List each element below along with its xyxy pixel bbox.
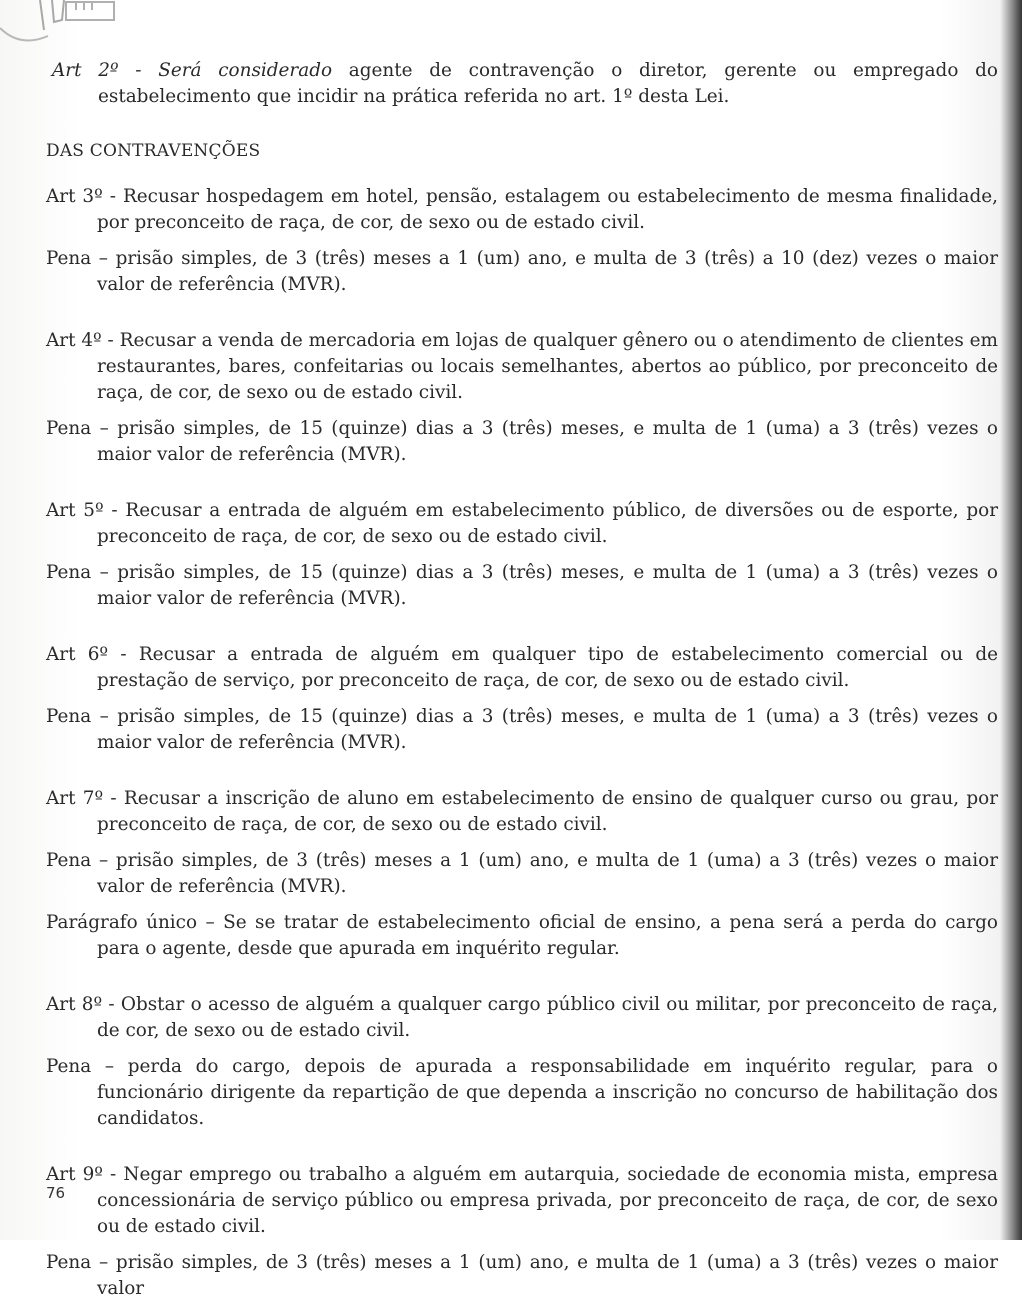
article-5-pena: Pena – prisão simples, de 15 (quinze) dias a 3 (três) meses, e multa de 1 (uma) a 3 (três) vezes o maior valor de referência (MVR). xyxy=(46,562,998,609)
article-7-paragrafo-unico: Parágrafo único – Se se tratar de estabelecimento oficial de ensino, a pena será a perda do cargo para o agente, desde que apurada em inquérito regular. xyxy=(46,912,998,959)
page-binding-shadow xyxy=(1000,0,1022,1240)
article-4-pena: Pena – prisão simples, de 15 (quinze) dias a 3 (três) meses, e multa de 1 (uma) a 3 (três) vezes o maior valor de referência (MVR). xyxy=(46,418,998,465)
article-6: Art 6º - Recusar a entrada de alguém em qualquer tipo de estabelecimento comercial ou de prestação de serviço, por preconceito de raça, de cor, de sexo ou de estado civil. xyxy=(46,644,998,691)
article-2-label: Art 2º - xyxy=(52,60,142,81)
article-8-pena: Pena – perda do cargo, depois de apurada a responsabilidade em inquérito regular, para o funcionário dirigente da repartição de que dependa a inscrição no concurso de habilitação dos candidatos. xyxy=(46,1056,998,1129)
article-4: Art 4º - Recusar a venda de mercadoria em lojas de qualquer gênero ou o atendimento de clientes em restaurantes, bares, confeitarias ou locais semelhantes, abertos ao público, por preconceito de raça, de cor, de sexo ou de estado civil. xyxy=(46,330,998,403)
article-6-pena: Pena – prisão simples, de 15 (quinze) dias a 3 (três) meses, e multa de 1 (uma) a 3 (três) vezes o maior valor de referência (MVR). xyxy=(46,706,998,753)
article-2-intro: Será considerado xyxy=(158,60,333,81)
article-7: Art 7º - Recusar a inscrição de aluno em estabelecimento de ensino de qualquer curso ou grau, por preconceito de raça, de cor, de sexo ou de estado civil. xyxy=(46,788,998,835)
page-number: 76 xyxy=(46,1184,66,1202)
article-7-pena: Pena – prisão simples, de 3 (três) meses a 1 (um) ano, e multa de 1 (uma) a 3 (três) vezes o maior valor de referência (MVR). xyxy=(46,850,998,897)
section-heading: DAS CONTRAVENÇÕES xyxy=(46,141,261,161)
article-9: Art 9º - Negar emprego ou trabalho a alguém em autarquia, sociedade de economia mista, empresa concessionária de serviço público ou empresa privada, por preconceito de raça, de cor, de sexo ou de estado civil. xyxy=(46,1164,998,1237)
article-5: Art 5º - Recusar a entrada de alguém em estabelecimento público, de diversões ou de esporte, por preconceito de raça, de cor, de sexo ou de estado civil. xyxy=(46,500,998,547)
article-2-text: agente de contravenção o diretor, gerente ou empregado do estabelecimento que incidir na prática referida no art. 1º desta Lei. xyxy=(98,60,998,107)
article-2 xyxy=(46,58,998,110)
article-8: Art 8º - Obstar o acesso de alguém a qualquer cargo público civil ou militar, por preconceito de raça, de cor, de sexo ou de estado civil. xyxy=(46,994,998,1041)
article-3: Art 3º - Recusar hospedagem em hotel, pensão, estalagem ou estabelecimento de mesma finalidade, por preconceito de raça, de cor, de sexo ou de estado civil. xyxy=(46,186,998,233)
article-9-pena: Pena – prisão simples, de 3 (três) meses a 1 (um) ano, e multa de 1 (uma) a 3 (três) vezes o maior valor xyxy=(46,1252,998,1299)
article-3-pena: Pena – prisão simples, de 3 (três) meses a 1 (um) ano, e multa de 3 (três) a 10 (dez) vezes o maior valor de referência (MVR). xyxy=(46,248,998,295)
main-text xyxy=(46,58,998,1302)
corner-scan-mark xyxy=(0,0,130,50)
